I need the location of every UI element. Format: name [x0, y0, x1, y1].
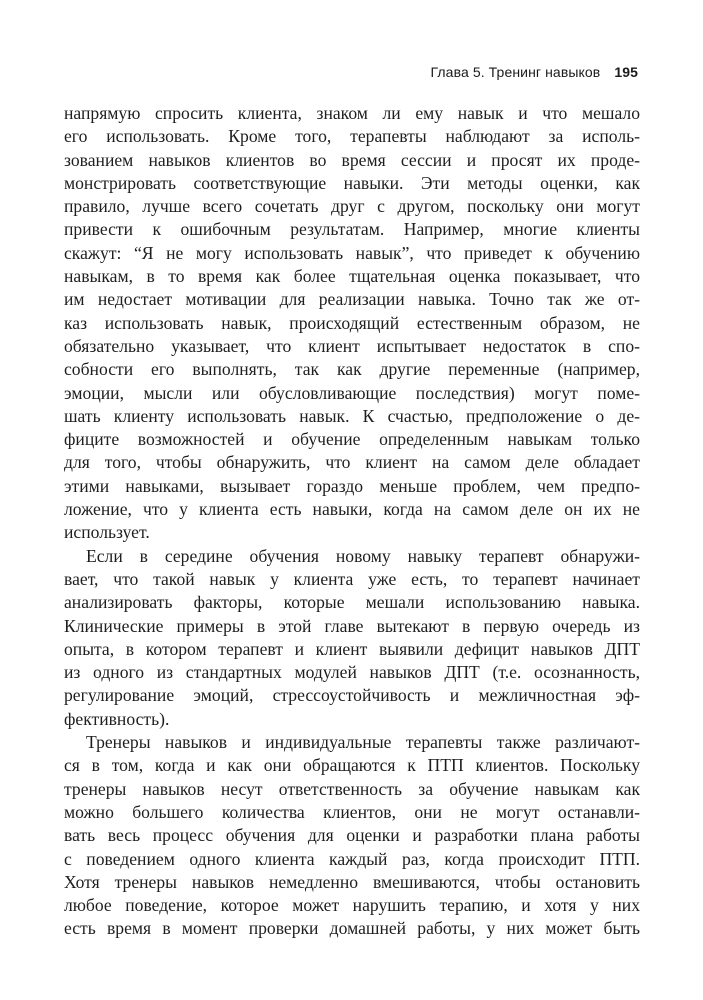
- text-line: им недостает мотивации для реализации навыка. Точно так же от-: [64, 289, 640, 310]
- text-line: опыта, в котором терапевт и клиент выявили дефицит навыков ДПТ: [64, 638, 640, 659]
- text-line: анализировать факторы, которые мешали использованию навыка.: [64, 592, 640, 613]
- text-line: Клинические примеры в этой главе вытекают в первую очередь из: [64, 615, 640, 636]
- text-line: из одного из стандартных модулей навыков ДПТ (т.е. осознанность,: [64, 662, 640, 683]
- text-line: вать весь процесс обучения для оценки и разработки плана работы: [64, 825, 640, 846]
- text-line: Хотя тренеры навыков немедленно вмешиваются, чтобы остановить: [64, 871, 640, 892]
- text-line: с поведением одного клиента каждый раз, когда происходит ПТП.: [64, 848, 640, 869]
- text-line: для того, чтобы обнаружить, что клиент на самом деле обладает: [64, 452, 640, 473]
- text-line: можно большего количества клиентов, они не могут останавли-: [64, 801, 640, 822]
- text-line: зованием навыков клиентов во время сессии и просят их проде-: [64, 149, 640, 170]
- text-line: любое поведение, которое может нарушить терапию, и хотя у них: [64, 895, 640, 916]
- text-line: есть время в момент проверки домашней работы, у них может быть: [64, 918, 640, 939]
- page-number: 195: [614, 64, 638, 80]
- text-line: фиците возможностей и обучение определенным навыкам только: [64, 429, 640, 450]
- text-line: ся в том, когда и как они обращаются к ПТП клиентов. Поскольку: [64, 755, 640, 776]
- text-line: правило, лучше всего сочетать друг с другом, поскольку они могут: [64, 196, 640, 217]
- running-head: [431, 64, 638, 80]
- text-line: напрямую спросить клиента, знаком ли ему навык и что мешало: [64, 103, 640, 123]
- text-line: этими навыками, вызывает гораздо меньше проблем, чем предпо-: [64, 475, 640, 496]
- text-line: шать клиенту использовать навык. К счастью, предположение о де-: [64, 405, 640, 426]
- text-line: скажут: “Я не могу использовать навык”, что приведет к обучению: [64, 242, 640, 263]
- text-line: регулирование эмоций, стрессоустойчивость и межличностная эф-: [64, 685, 640, 706]
- text-line: привести к ошибочным результатам. Например, многие клиенты: [64, 219, 640, 240]
- text-line: Если в середине обучения новому навыку терапевт обнаружи-: [86, 545, 640, 566]
- text-line: использует.: [64, 522, 150, 543]
- text-line: тренеры навыков несут ответственность за обучение навыкам как: [64, 778, 640, 799]
- paragraph: [64, 731, 640, 941]
- paragraph: [64, 545, 640, 731]
- text-line: вает, что такой навык у клиента уже есть, то терапевт начинает: [64, 568, 640, 589]
- text-line: монстрировать соответствующие навыки. Эти методы оценки, как: [64, 172, 640, 193]
- text-line: каз использовать навык, происходящий естественным образом, не: [64, 312, 640, 333]
- text-line: Тренеры навыков и индивидуальные терапевты также различают-: [86, 732, 640, 753]
- chapter-title: Глава 5. Тренинг навыков: [430, 64, 601, 80]
- text-line: собности его выполнять, так как другие переменные (например,: [64, 359, 640, 380]
- text-line: обязательно указывает, что клиент испытывает недостаток в спо-: [64, 335, 640, 356]
- paragraph: [64, 102, 640, 545]
- text-line: эмоции, мысли или обусловливающие последствия) могут поме-: [64, 382, 640, 403]
- text-line: ложение, что у клиента есть навыки, когда на самом деле он их не: [64, 499, 640, 520]
- text-line: его использовать. Кроме того, терапевты наблюдают за исполь-: [64, 126, 640, 147]
- text-line: фективность).: [64, 708, 170, 729]
- text-line: навыкам, в то время как более тщательная оценка показывает, что: [64, 266, 640, 287]
- body-text: [64, 102, 640, 941]
